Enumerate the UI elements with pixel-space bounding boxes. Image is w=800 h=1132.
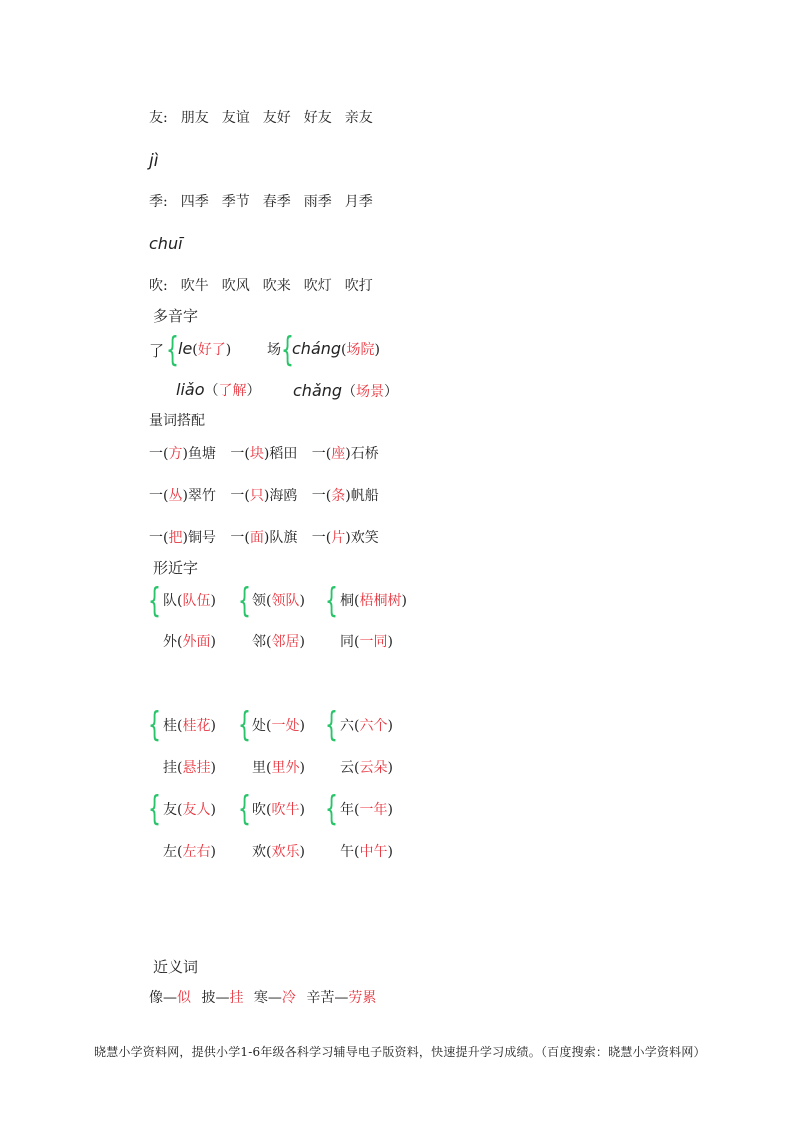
similar-bottom: 同(一同) bbox=[340, 634, 393, 650]
word: 吹打 bbox=[344, 278, 373, 294]
similar-top: 处(一处) bbox=[252, 718, 305, 734]
brace-icon: { bbox=[148, 581, 161, 621]
brace-icon: { bbox=[325, 705, 338, 745]
group-char: 吹 bbox=[149, 278, 163, 294]
group-char: 友 bbox=[149, 110, 163, 126]
word: 春季 bbox=[262, 194, 291, 210]
similar-top: 吹(吹牛) bbox=[252, 802, 305, 818]
brace-icon: { bbox=[325, 581, 338, 621]
similar-bottom: 午(中午) bbox=[340, 844, 393, 860]
word: 友好 bbox=[262, 110, 291, 126]
word: 友谊 bbox=[221, 110, 250, 126]
word: 吹风 bbox=[221, 278, 250, 294]
brace-icon: { bbox=[238, 789, 251, 829]
synonyms-row: 像—似 披—挂 寒—冷 辛苦—劳累 bbox=[149, 990, 377, 1006]
brace-icon: { bbox=[148, 705, 161, 745]
similar-bottom: 左(左右) bbox=[163, 844, 216, 860]
pinyin-ji: jì bbox=[149, 151, 159, 171]
word-group-chui: 吹: 吹牛 吹风 吹来 吹灯 吹打 bbox=[149, 278, 373, 294]
word: 月季 bbox=[344, 194, 373, 210]
similar-bottom: 外(外面) bbox=[163, 634, 216, 650]
polyphone-char-le: 了 bbox=[149, 342, 165, 360]
polyphone-reading-chang3: chǎng（场景） bbox=[293, 381, 399, 400]
similar-top: 友(友人) bbox=[163, 802, 216, 818]
page-footer: 晓慧小学资料网，提供小学1-6年级各科学习辅导电子版资料，快速提升学习成绩。（百度搜索：晓慧小学资料网） bbox=[94, 1045, 706, 1059]
brace-icon: { bbox=[281, 330, 294, 370]
polyphone-reading-chang: cháng(场院) bbox=[292, 339, 380, 358]
synonyms-title: 近义词 bbox=[153, 958, 199, 976]
similar-top: 领(领队) bbox=[252, 593, 305, 609]
similar-top: 队(队伍) bbox=[163, 593, 216, 609]
brace-icon: { bbox=[238, 581, 251, 621]
brace-icon: { bbox=[166, 330, 179, 370]
similar-top: 年(一年) bbox=[340, 802, 393, 818]
pinyin-chui: chuī bbox=[149, 234, 183, 253]
polyphone-reading-liao: liǎo（了解） bbox=[176, 380, 261, 399]
similar-title: 形近字 bbox=[153, 559, 199, 577]
similar-top: 六(六个) bbox=[340, 718, 393, 734]
brace-icon: { bbox=[238, 705, 251, 745]
word: 好友 bbox=[303, 110, 332, 126]
brace-icon: { bbox=[325, 789, 338, 829]
word-group-you: 友: 朋友 友谊 友好 好友 亲友 bbox=[149, 110, 373, 126]
measure-row: 一(方)鱼塘 一(块)稻田 一(座)石桥 bbox=[149, 446, 379, 462]
similar-bottom: 里(里外) bbox=[252, 760, 305, 776]
word: 吹牛 bbox=[180, 278, 209, 294]
word: 亲友 bbox=[344, 110, 373, 126]
similar-bottom: 云(云朵) bbox=[340, 760, 393, 776]
brace-icon: { bbox=[148, 789, 161, 829]
polyphone-title: 多音字 bbox=[153, 307, 199, 325]
word: 朋友 bbox=[180, 110, 209, 126]
word: 季节 bbox=[221, 194, 250, 210]
polyphone-char-chang: 场 bbox=[267, 342, 281, 358]
group-char: 季 bbox=[149, 194, 163, 210]
similar-bottom: 邻(邻居) bbox=[252, 634, 305, 650]
word: 四季 bbox=[180, 194, 209, 210]
similar-top: 桂(桂花) bbox=[163, 718, 216, 734]
word: 雨季 bbox=[303, 194, 332, 210]
similar-bottom: 欢(欢乐) bbox=[252, 844, 305, 860]
measure-title: 量词搭配 bbox=[149, 413, 205, 429]
word: 吹灯 bbox=[303, 278, 332, 294]
similar-top: 桐(梧桐树) bbox=[340, 593, 407, 609]
similar-bottom: 挂(悬挂) bbox=[163, 760, 216, 776]
measure-row: 一(把)铜号 一(面)队旗 一(片)欢笑 bbox=[149, 530, 379, 546]
word-group-ji: 季: 四季 季节 春季 雨季 月季 bbox=[149, 194, 373, 210]
word: 吹来 bbox=[262, 278, 291, 294]
measure-row: 一(丛)翠竹 一(只)海鸥 一(条)帆船 bbox=[149, 488, 379, 504]
polyphone-reading-le: le(好了) bbox=[178, 339, 232, 358]
